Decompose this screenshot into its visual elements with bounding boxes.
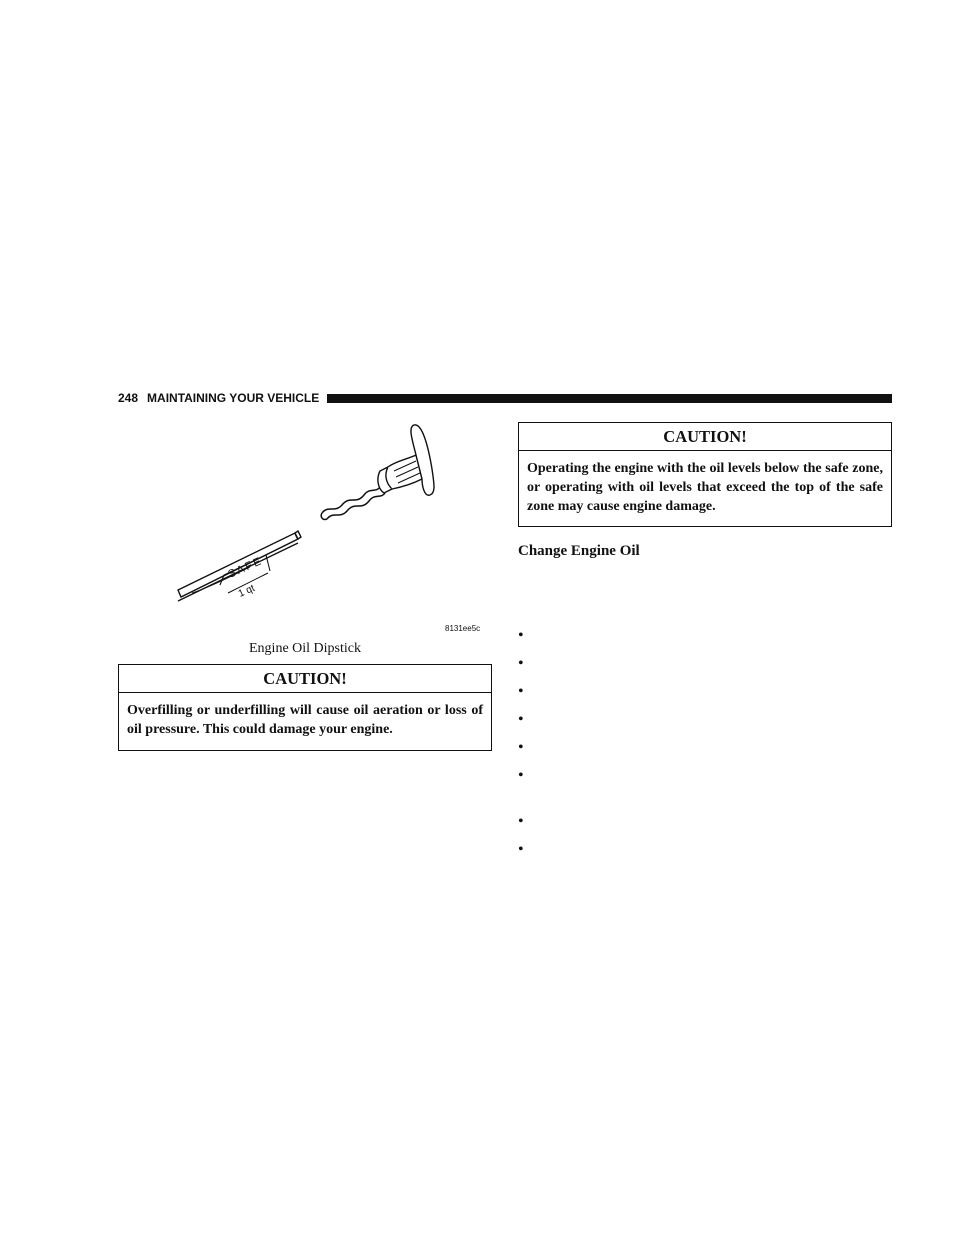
dipstick-illustration bbox=[170, 415, 490, 635]
list-bullet: • bbox=[518, 813, 524, 830]
list-bullet: • bbox=[518, 841, 524, 858]
caution-title: CAUTION! bbox=[119, 665, 491, 693]
caution-text: Overfilling or underfilling will cause oil aeration or loss of oil pressure. This could damage your engine. bbox=[127, 703, 483, 737]
caution-box-overfill bbox=[118, 664, 492, 751]
quart-label: 1 qt bbox=[236, 582, 257, 600]
list-bullet: • bbox=[518, 655, 524, 672]
change-oil-heading: Change Engine Oil bbox=[518, 543, 640, 559]
list-bullet: • bbox=[518, 627, 524, 644]
list-bullet: • bbox=[518, 711, 524, 728]
dipstick-shaft bbox=[321, 487, 385, 519]
list-bullet: • bbox=[518, 739, 524, 756]
page-header bbox=[118, 390, 892, 406]
list-bullet: • bbox=[518, 767, 524, 784]
image-code: 8131ee5c bbox=[445, 624, 481, 633]
caution-text: Operating the engine with the oil levels below the safe zone, or operating with oil levels that exceed the top of the safe zone may cause engine damage. bbox=[527, 461, 883, 514]
section-title: MAINTAINING YOUR VEHICLE bbox=[147, 391, 320, 405]
dipstick-handle bbox=[378, 425, 434, 495]
caution-title: CAUTION! bbox=[519, 423, 891, 451]
caution-box-oil-level bbox=[518, 422, 892, 527]
list-bullet: • bbox=[518, 683, 524, 700]
page-number: 248 bbox=[118, 391, 139, 405]
header-rule bbox=[327, 394, 892, 403]
figure-caption: Engine Oil Dipstick bbox=[249, 641, 361, 656]
safe-label: SAFE bbox=[226, 554, 265, 581]
